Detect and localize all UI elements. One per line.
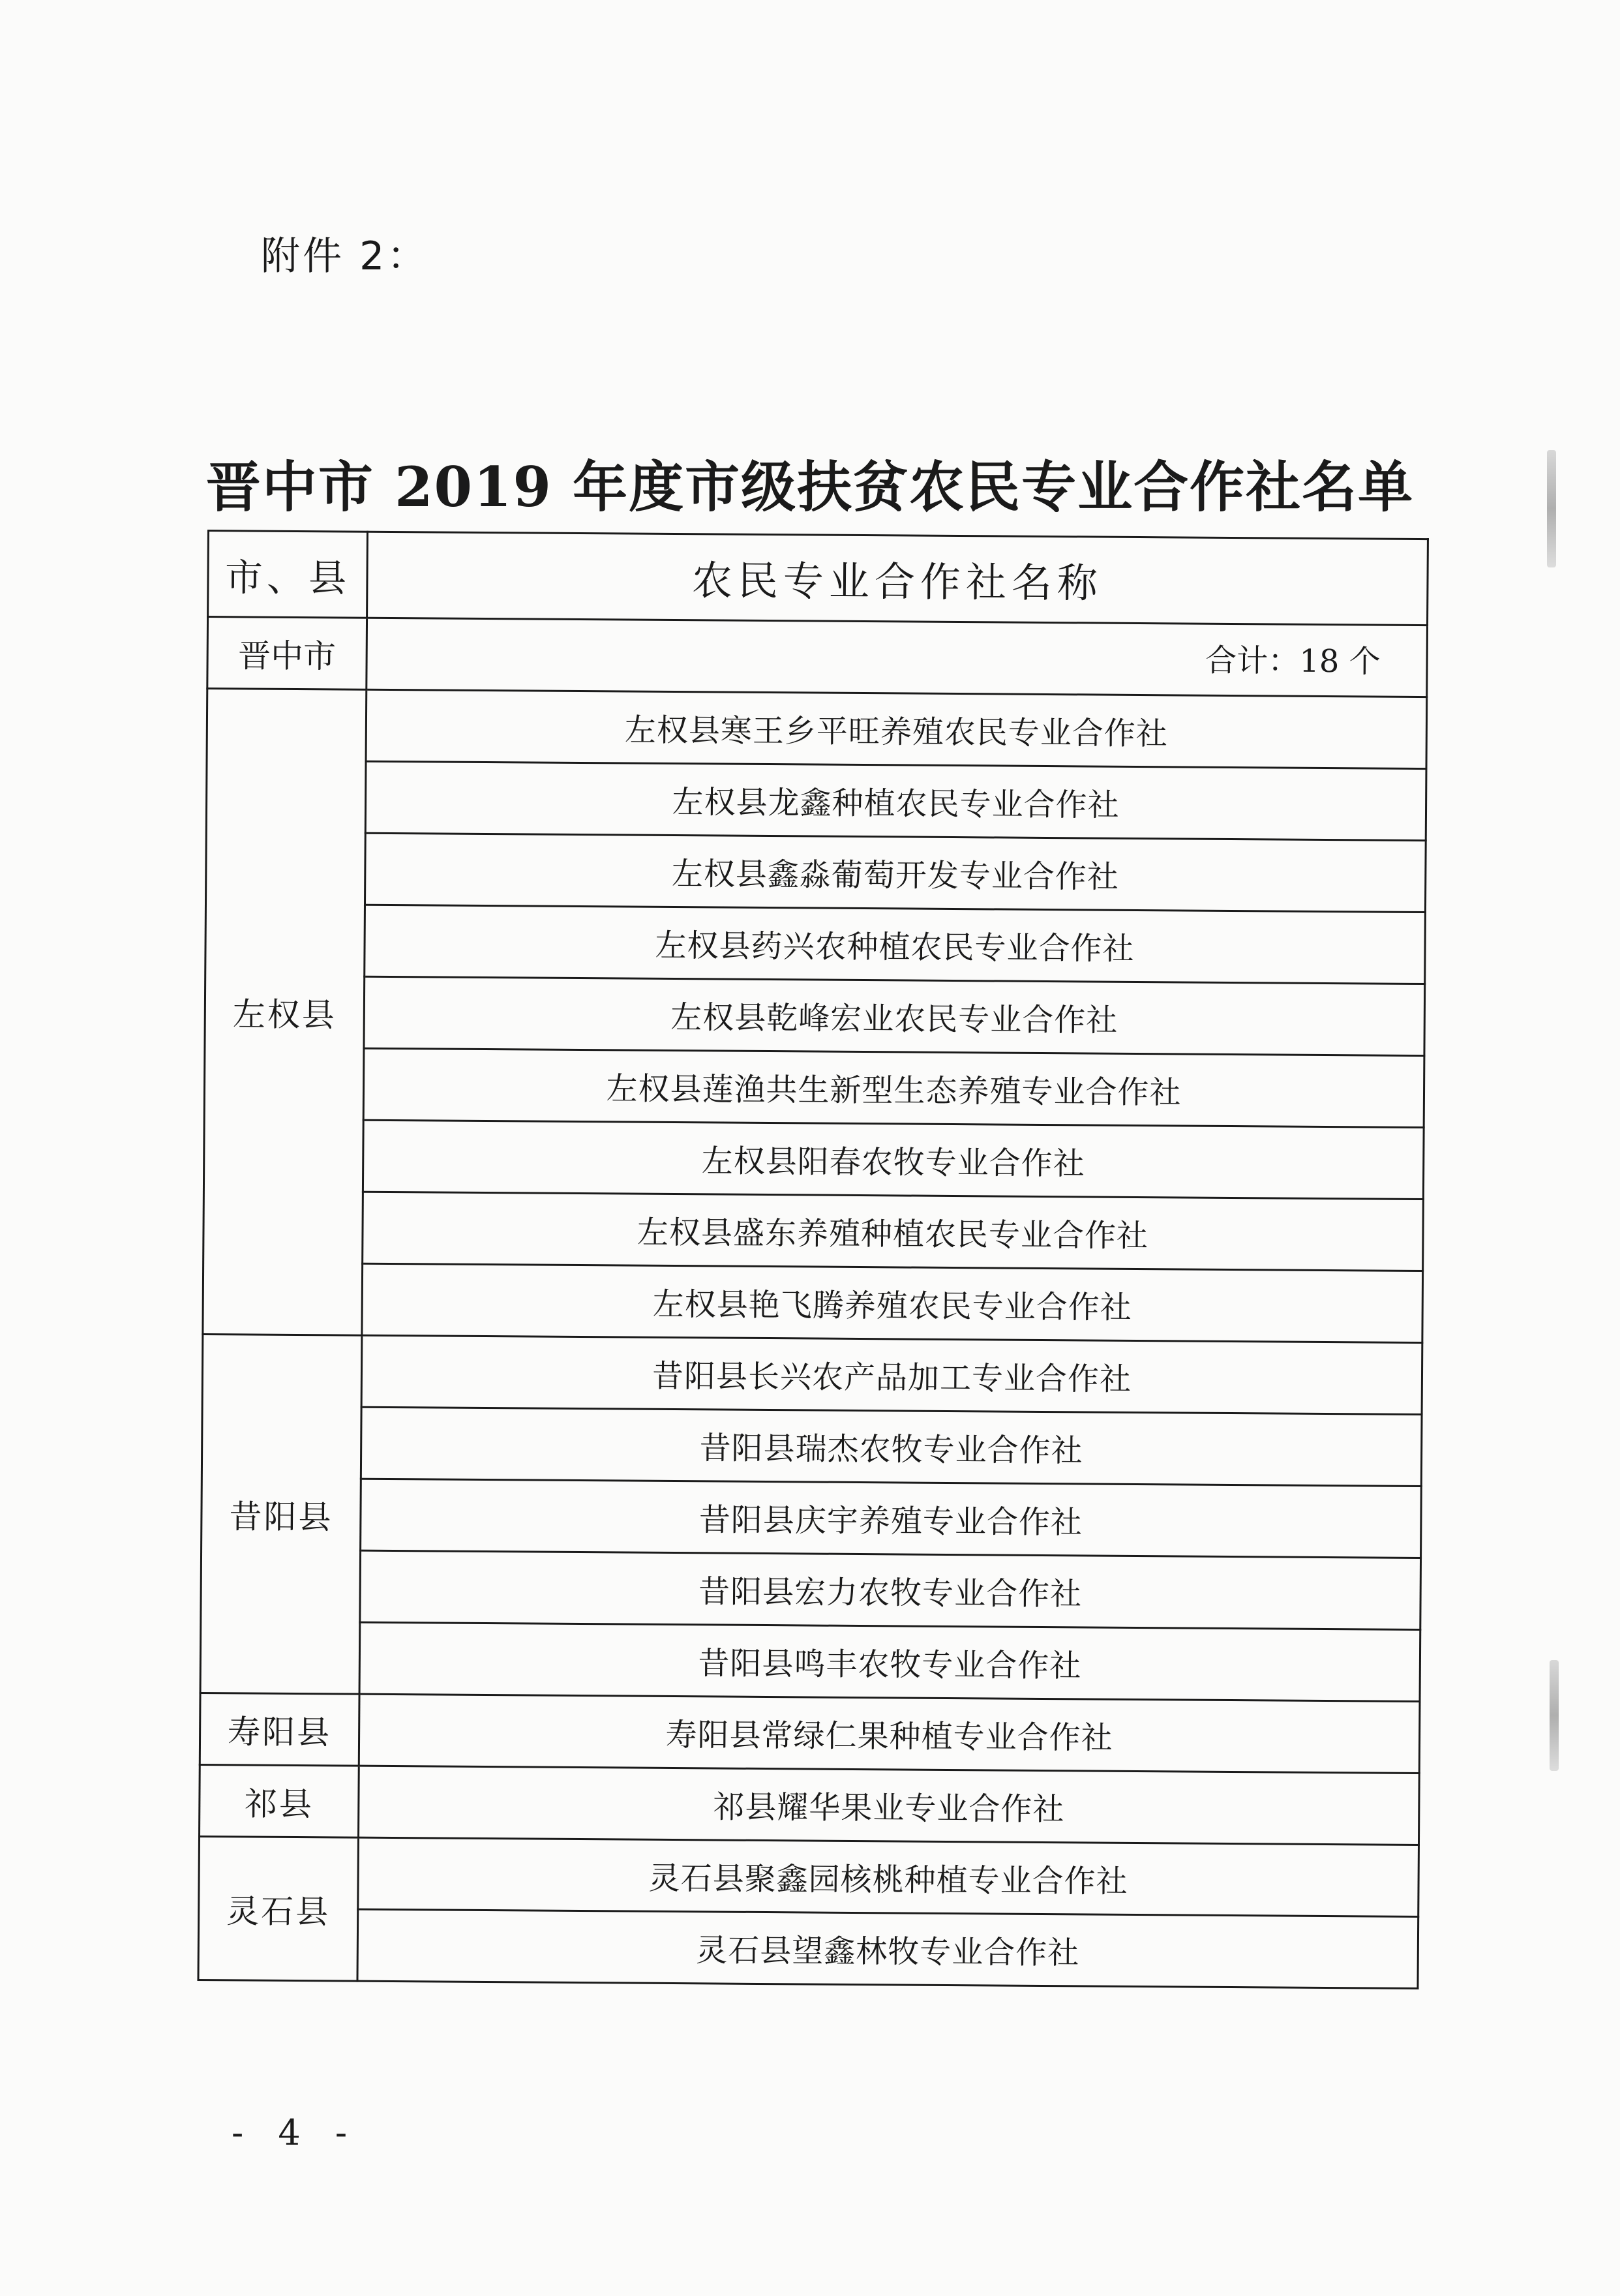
cooperative-name-cell: 左权县盛东养殖种植农民专业合作社	[363, 1192, 1424, 1271]
table-header-row	[208, 531, 1428, 626]
table-row	[204, 1047, 1424, 1127]
table-row	[206, 761, 1426, 841]
cooperative-name-cell: 灵石县聚鑫园核桃种植专业合作社	[358, 1837, 1419, 1916]
cooperative-name-cell: 灵石县望鑫林牧专业合作社	[357, 1909, 1418, 1988]
scan-artifact-mark	[1547, 450, 1556, 567]
table-row	[203, 1262, 1423, 1342]
cooperative-name-cell: 左权县莲渔共生新型生态养殖专业合作社	[363, 1048, 1424, 1127]
county-cell: 祁县	[200, 1764, 359, 1837]
table-row	[205, 832, 1426, 912]
cooperative-name-cell: 左权县药兴农种植农民专业合作社	[365, 905, 1426, 984]
cooperative-name-cell: 寿阳县常绿仁果种植专业合作社	[359, 1694, 1420, 1773]
table-row	[205, 903, 1426, 984]
cooperative-name-cell: 左权县乾峰宏业农民专业合作社	[364, 976, 1425, 1055]
attachment-label: 附件 2：	[261, 234, 429, 279]
county-cell: 寿阳县	[200, 1693, 359, 1766]
table-row	[200, 1621, 1420, 1701]
column-header-cooperative-name: 农民专业合作社名称	[367, 532, 1428, 625]
cooperative-name-cell: 昔阳县庆宇养殖专业合作社	[361, 1479, 1422, 1558]
table-row	[205, 975, 1425, 1055]
city-total-row	[207, 617, 1428, 697]
table-row	[202, 1334, 1422, 1414]
cooperative-name-cell: 左权县艳飞腾养殖农民专业合作社	[362, 1263, 1423, 1342]
total-count-cell: 合计：18 个	[367, 618, 1428, 697]
county-cell: 左权县	[203, 689, 367, 1336]
cooperative-name-cell: 昔阳县长兴农产品加工专业合作社	[361, 1335, 1422, 1414]
table-row	[202, 1406, 1422, 1486]
cooperative-name-cell: 昔阳县宏力农牧专业合作社	[360, 1550, 1421, 1629]
table-row	[201, 1549, 1421, 1629]
cooperative-name-cell: 昔阳县鸣丰农牧专业合作社	[359, 1622, 1420, 1701]
table-row	[199, 1836, 1419, 1916]
scan-artifact-mark	[1550, 1660, 1559, 1771]
county-cell: 昔阳县	[200, 1334, 362, 1694]
table-row	[198, 1908, 1418, 1988]
cooperative-name-cell: 左权县寒王乡平旺养殖农民专业合作社	[366, 689, 1427, 768]
table-body	[198, 617, 1428, 1989]
document-title: 晋中市 2019 年度市级扶贫农民专业合作社名单	[205, 455, 1415, 519]
cooperative-name-cell: 左权县阳春农牧专业合作社	[363, 1120, 1424, 1199]
page-number: - 4 -	[232, 2112, 359, 2153]
cooperative-name-cell: 昔阳县瑞杰农牧专业合作社	[361, 1407, 1422, 1486]
table-row	[202, 1477, 1422, 1558]
county-cell: 灵石县	[198, 1836, 359, 1981]
table-row	[207, 689, 1427, 769]
cooperative-name-cell: 左权县鑫淼葡萄开发专业合作社	[365, 833, 1426, 912]
city-name-cell: 晋中市	[207, 617, 367, 690]
table-row	[203, 1190, 1424, 1271]
table-row	[203, 1119, 1424, 1199]
cooperative-list-table	[197, 530, 1428, 1989]
cooperative-name-cell: 祁县耀华果业专业合作社	[359, 1766, 1420, 1845]
column-header-county: 市、县	[208, 531, 368, 618]
cooperative-name-cell: 左权县龙鑫种植农民专业合作社	[365, 761, 1426, 840]
table-row	[200, 1693, 1420, 1773]
table-row	[200, 1764, 1420, 1845]
